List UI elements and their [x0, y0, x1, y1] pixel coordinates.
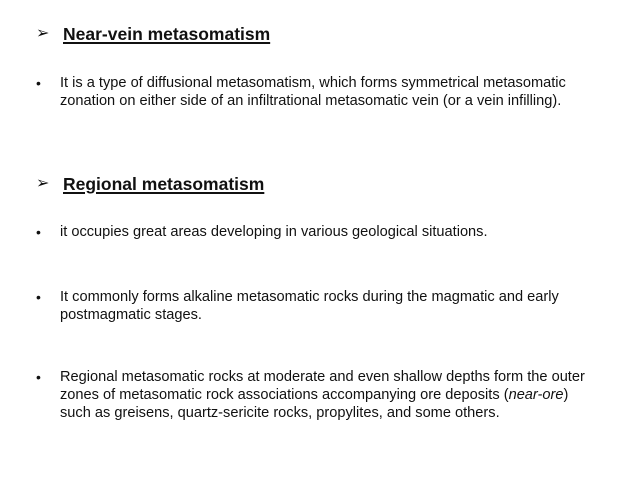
section-title: Near-vein metasomatism: [63, 24, 271, 44]
bullet-text-part: ) such as greisens, quartz-sericite rocks, propylites, and some others.: [60, 387, 569, 421]
arrow-bullet-icon: ➢: [36, 25, 50, 42]
bullet-item: [36, 288, 596, 324]
bullet-text: [60, 368, 596, 422]
bullet-text: It is a type of diffusional metasomatism, which forms symmetrical metasomatic zonation on either side of an infiltrational metasomatic vein (or a vein infilling).: [60, 75, 566, 109]
arrow-bullet-icon: ➢: [36, 175, 50, 192]
bullet-dot-icon: •: [36, 75, 41, 91]
section-heading-near-vein: [36, 23, 270, 45]
section-title: Regional metasomatism: [63, 174, 265, 194]
section-heading-regional: [36, 173, 264, 195]
bullet-dot-icon: •: [36, 369, 41, 385]
bullet-text: it occupies great areas developing in various geological situations.: [60, 224, 488, 240]
bullet-item: [36, 368, 596, 422]
bullet-dot-icon: •: [36, 289, 41, 305]
bullet-text-part: Regional metasomatic rocks at moderate and even shallow depths form the outer zones of metasomatic rock associations accompanying ore deposits (: [60, 369, 585, 403]
bullet-item: [36, 74, 596, 110]
bullet-text: It commonly forms alkaline metasomatic rocks during the magmatic and early postmagmatic stages.: [60, 289, 559, 323]
bullet-dot-icon: •: [36, 224, 41, 240]
bullet-text-italic: near-ore: [508, 387, 564, 403]
bullet-item: [36, 223, 596, 241]
